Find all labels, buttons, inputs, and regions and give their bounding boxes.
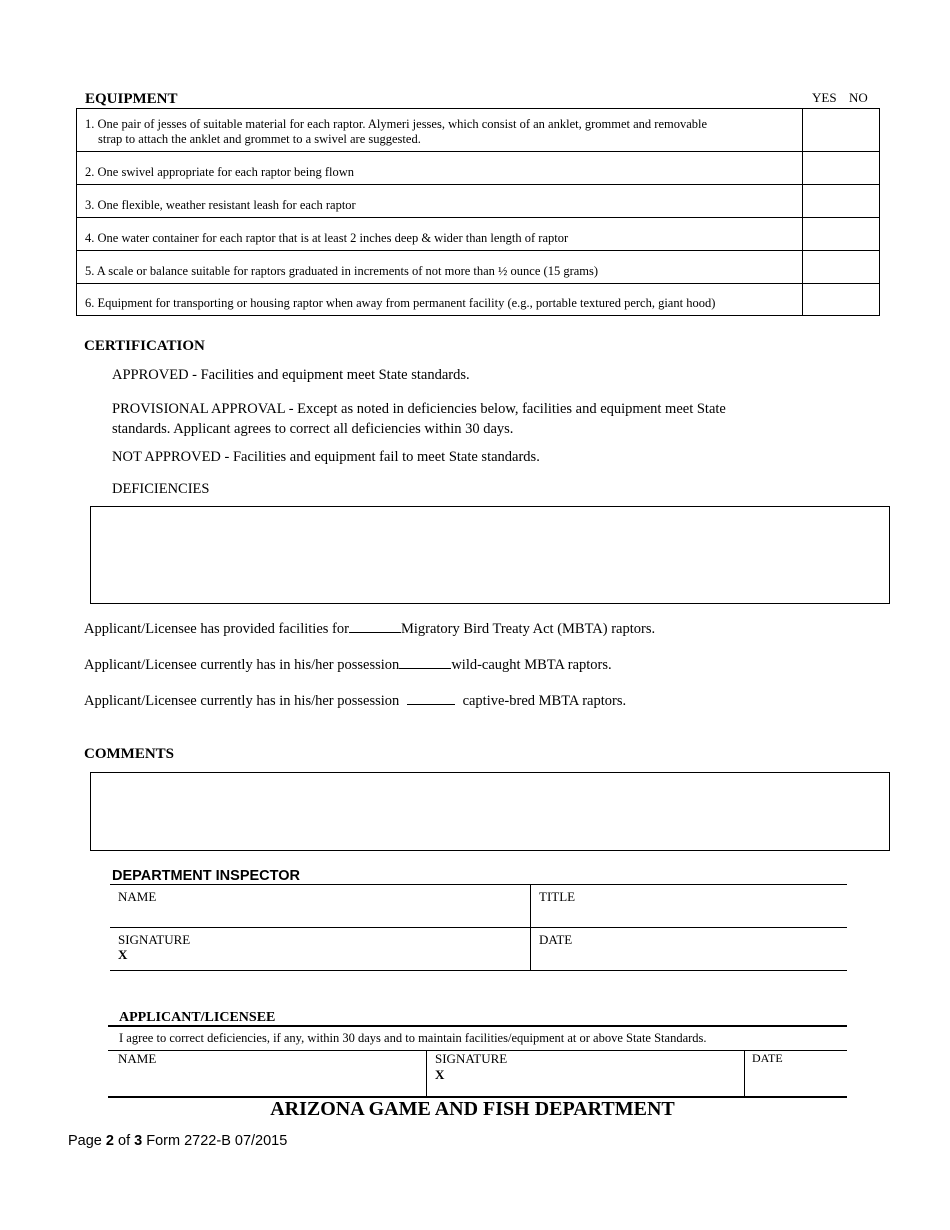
facilities-count-blank[interactable] [349, 620, 401, 633]
equipment-row [77, 284, 880, 316]
inspector-row-divider [110, 927, 847, 928]
inspector-signature-mark: X [118, 947, 128, 962]
inspector-title: DEPARTMENT INSPECTOR [112, 868, 300, 884]
applicant-name-label: NAME [118, 1051, 157, 1066]
facilities-count-suffix: Migratory Bird Treaty Act (MBTA) raptors. [400, 621, 656, 637]
facilities-count-line [84, 620, 655, 638]
equipment-item-5: 5. A scale or balance suitable for raptors graduated in increments of not more than ½ ounce (15 grams) [77, 251, 803, 284]
applicant-top-rule [108, 1025, 847, 1027]
inspector-signature-label: SIGNATURE [118, 932, 191, 947]
deficiencies-label: DEFICIENCIES [112, 481, 210, 497]
form-id: Form 2722-B 07/2015 [146, 1133, 288, 1149]
equipment-item-6-check-cell[interactable] [803, 284, 880, 316]
approved-option[interactable]: APPROVED - Facilities and equipment meet State standards. [112, 367, 470, 383]
page-total: 3 [134, 1133, 143, 1149]
captive-bred-count-line [84, 692, 626, 710]
equipment-item-4-check-cell[interactable] [803, 218, 880, 251]
yes-column-label: YES [812, 90, 837, 105]
inspector-title-label: TITLE [539, 889, 576, 904]
equipment-item-3: 3. One flexible, weather resistant leash for each raptor [77, 185, 803, 218]
equipment-table [76, 108, 880, 316]
applicant-divider-1 [426, 1050, 427, 1097]
page-footer [68, 1133, 287, 1149]
wild-caught-prefix: Applicant/Licensee currently has in his/her possession [84, 657, 400, 673]
equipment-item-1 [77, 109, 803, 152]
applicant-name-field[interactable] [108, 1051, 426, 1096]
captive-bred-suffix: captive-bred MBTA raptors. [462, 693, 627, 709]
equipment-item-5-check-cell[interactable] [803, 251, 880, 284]
page-word: Page [68, 1133, 102, 1149]
certification-title: CERTIFICATION [84, 338, 205, 354]
comments-title: COMMENTS [84, 746, 174, 762]
captive-bred-prefix: Applicant/Licensee currently has in his/her possession [84, 693, 400, 709]
page-number: 2 [105, 1133, 114, 1149]
applicant-signature-mark: X [435, 1067, 445, 1082]
inspector-signature-field[interactable] [130, 929, 529, 969]
applicant-date-label: DATE [752, 1051, 783, 1065]
provisional-line2: standards. Applicant agrees to correct all deficiencies within 30 days. [112, 421, 514, 437]
captive-bred-count-blank[interactable] [407, 692, 455, 705]
inspector-date-label: DATE [539, 932, 573, 947]
equipment-item-2-check-cell[interactable] [803, 152, 880, 185]
equipment-item-1-line1: 1. One pair of jesses of suitable material for each raptor. Alymeri jesses, which consist of an anklet, grommet and removable [85, 117, 708, 131]
provisional-approval-option[interactable] [112, 399, 726, 439]
equipment-item-6: 6. Equipment for transporting or housing raptor when away from permanent facility (e.g., portable textured perch, giant hood) [77, 284, 803, 316]
comments-textbox[interactable] [90, 772, 890, 851]
inspector-title-field[interactable] [531, 886, 847, 927]
applicant-date-field[interactable] [745, 1051, 847, 1096]
inspector-table [110, 884, 847, 971]
applicant-signature-label: SIGNATURE [435, 1051, 508, 1066]
not-approved-option[interactable]: NOT APPROVED - Facilities and equipment fail to meet State standards. [112, 449, 540, 465]
wild-caught-suffix: wild-caught MBTA raptors. [451, 657, 612, 673]
equipment-row [77, 152, 880, 185]
inspector-name-label: NAME [118, 889, 157, 904]
equipment-item-2: 2. One swivel appropriate for each raptor being flown [77, 152, 803, 185]
applicant-agreement: I agree to correct deficiencies, if any, within 30 days and to maintain facilities/equipment at or above State Standards. [119, 1031, 707, 1045]
applicant-signature-field[interactable] [448, 1051, 744, 1096]
equipment-item-1-line2: strap to attach the anklet and grommet to a swivel are suggested. [98, 132, 421, 146]
department-name: ARIZONA GAME AND FISH DEPARTMENT [270, 1098, 675, 1120]
equipment-row [77, 185, 880, 218]
equipment-row [77, 218, 880, 251]
deficiencies-textbox[interactable] [90, 506, 890, 604]
equipment-title: EQUIPMENT [85, 91, 178, 107]
equipment-row [77, 251, 880, 284]
equipment-item-3-check-cell[interactable] [803, 185, 880, 218]
inspector-date-field[interactable] [531, 929, 847, 969]
applicant-title: APPLICANT/LICENSEE [119, 1010, 276, 1025]
equipment-item-4: 4. One water container for each raptor that is at least 2 inches deep & wider than length of raptor [77, 218, 803, 251]
provisional-line1: PROVISIONAL APPROVAL - Except as noted in deficiencies below, facilities and equipment meet State [112, 401, 726, 417]
wild-caught-count-blank[interactable] [399, 656, 451, 669]
of-word: of [118, 1133, 131, 1149]
equipment-item-1-check-cell[interactable] [803, 109, 880, 152]
wild-caught-count-line [84, 656, 612, 674]
facilities-count-prefix: Applicant/Licensee has provided facilities for [84, 621, 349, 637]
equipment-row [77, 109, 880, 152]
no-column-label: NO [849, 90, 868, 105]
inspector-name-field[interactable] [110, 886, 529, 927]
